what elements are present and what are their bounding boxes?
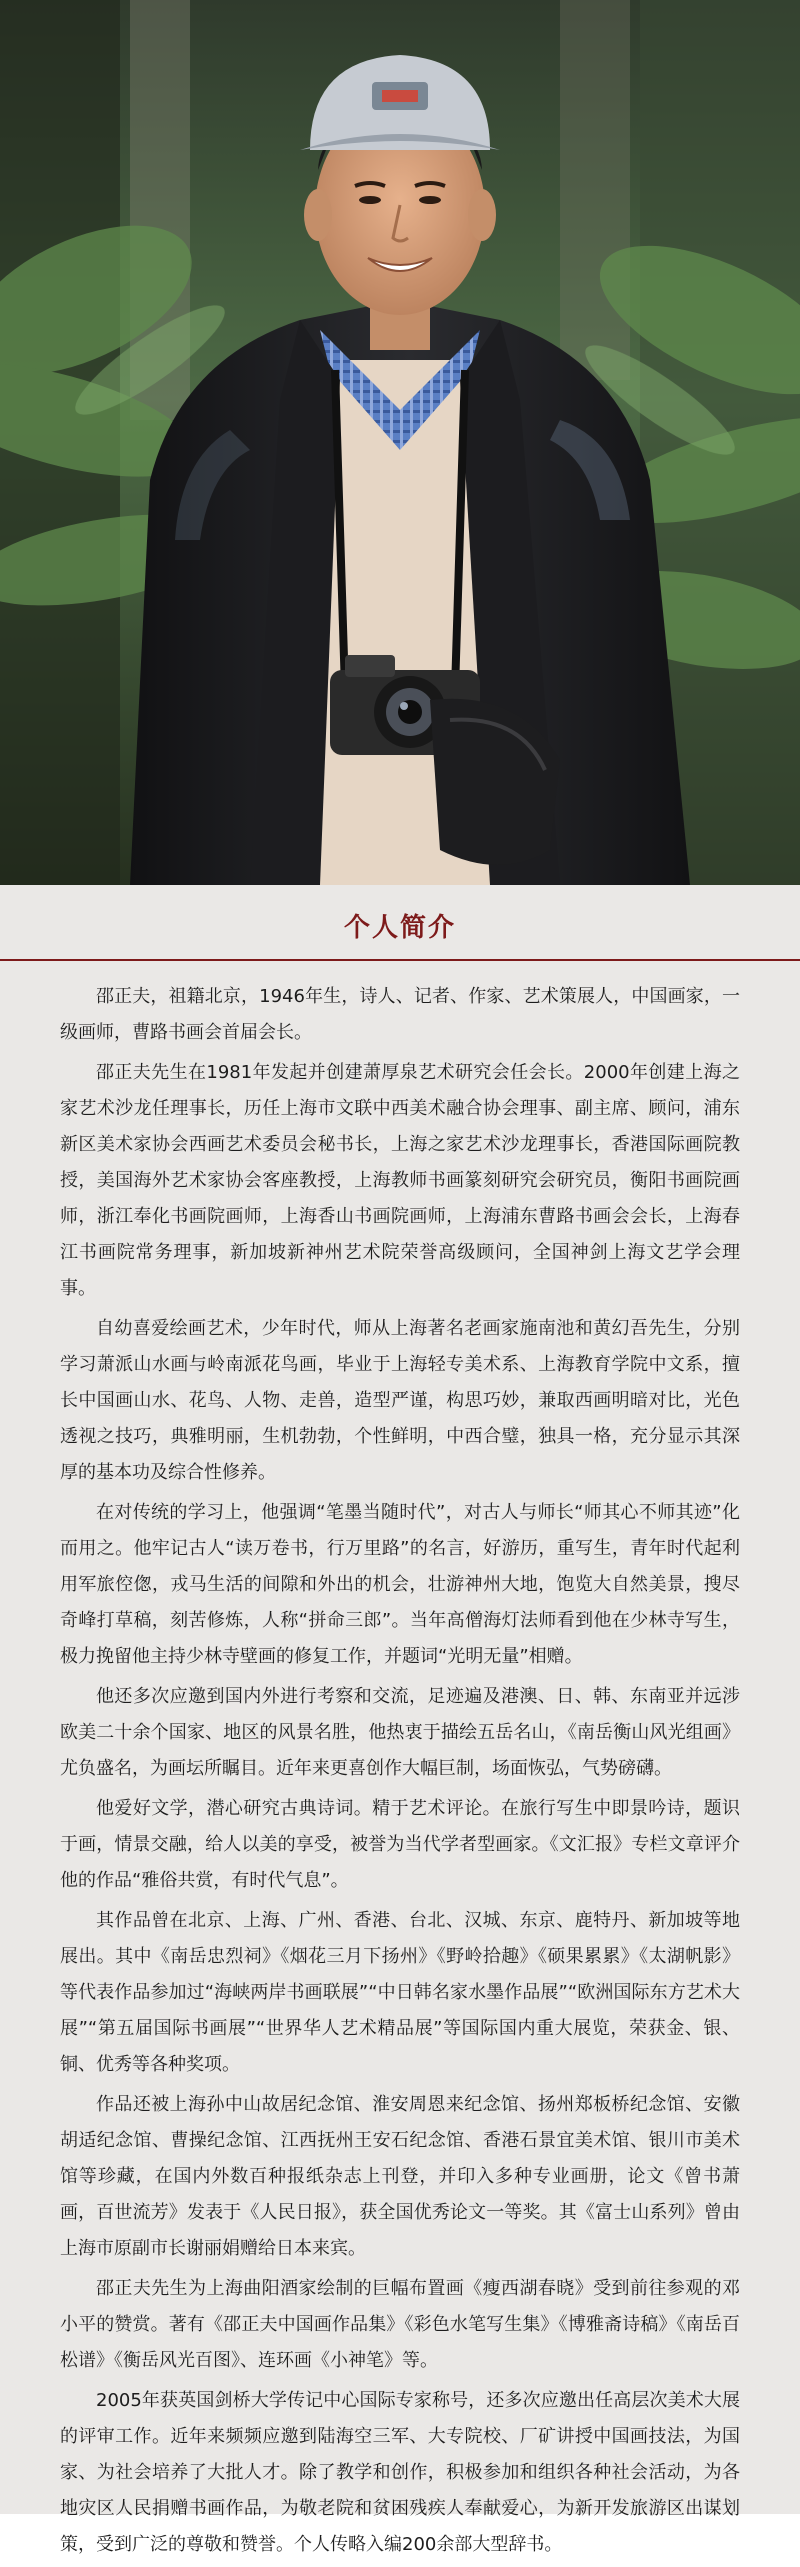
bio-paragraph: 2005年获英国剑桥大学传记中心国际专家称号，还多次应邀出任高层次美术大展的评审工作。近年来频频应邀到陆海空三军、大专院校、厂矿讲授中国画技法，为国家、为社会培养了大批人才。除了教学和创作，积极参加和组织各种社会活动，为各地灾区人民捐赠书画作品，为敬老院和贫困残疾人奉献爱心，为新开发旅游区出谋划策，受到广泛的尊敬和赞誉。个人传略入编200余部大型辞书。 [60, 2390, 740, 2555]
bio-paragraph: 在对传统的学习上，他强调“笔墨当随时代”，对古人与师长“师其心不师其迹”化而用之。他牢记古人“读万卷书，行万里路”的名言，好游历，重写生，青年时代起利用军旅倥偬，戎马生活的间隙和外出的机会，壮游神州大地，饱览大自然美景，搜尽奇峰打草稿，刻苦修炼，人称“拼命三郎”。当年高僧海灯法师看到他在少林寺写生，极力挽留他主持少林寺壁画的修复工作，并题词“光明无量”相赠。 [60, 1502, 740, 1667]
bio-paragraph: 他爱好文学，潜心研究古典诗词。精于艺术评论。在旅行写生中即景吟诗，题识于画，情景交融，给人以美的享受，被誉为当代学者型画家。《文汇报》专栏文章评介他的作品“雅俗共赏，有时代气息”。 [60, 1798, 740, 1891]
bio-paragraph: 他还多次应邀到国内外进行考察和交流，足迹遍及港澳、日、韩、东南亚并远涉欧美二十余个国家、地区的风景名胜，他热衷于描绘五岳名山，《南岳衡山风光组画》尤负盛名，为画坛所瞩目。近年来更喜创作大幅巨制，场面恢弘，气势磅礴。 [60, 1686, 740, 1779]
bio-paragraph: 邵正夫，祖籍北京，1946年生，诗人、记者、作家、艺术策展人，中国画家，一级画师，曹路书画会首届会长。 [60, 986, 740, 1043]
bio-paragraph: 邵正夫先生为上海曲阳酒家绘制的巨幅布置画《瘦西湖春晓》受到前往参观的邓小平的赞赏。著有《邵正夫中国画作品集》《彩色水笔写生集》《博雅斋诗稿》《南岳百松谱》《衡岳风光百图》、连环画《小神笔》等。 [60, 2278, 740, 2371]
bio-paragraph: 作品还被上海孙中山故居纪念馆、淮安周恩来纪念馆、扬州郑板桥纪念馆、安徽胡适纪念馆、曹操纪念馆、江西抚州王安石纪念馆、香港石景宜美术馆、银川市美术馆等珍藏，在国内外数百种报纸杂志上刊登，并印入多种专业画册，论文《曾书萧画，百世流芳》发表于《人民日报》，获全国优秀论文一等奖。其《富士山系列》曾由上海市原副市长谢丽娟赠给日本来宾。 [60, 2094, 740, 2259]
bio-section [0, 885, 800, 2555]
bio-paragraph: 邵正夫先生在1981年发起并创建萧厚泉艺术研究会任会长。2000年创建上海之家艺术沙龙任理事长，历任上海市文联中西美术融合协会理事、副主席、顾问，浦东新区美术家协会西画艺术委员会秘书长，上海之家艺术沙龙理事长，香港国际画院教授，美国海外艺术家协会客座教授，上海教师书画篆刻研究会研究员，衡阳书画院画师，浙江奉化书画院画师，上海香山书画院画师，上海浦东曹路书画会会长，上海春江书画院常务理事，新加坡新神州艺术院荣誉高级顾问，全国神剑上海文艺学会理事。 [60, 1062, 740, 1299]
bio-paragraph: 其作品曾在北京、上海、广州、香港、台北、汉城、东京、鹿特丹、新加坡等地展出。其中《南岳忠烈祠》《烟花三月下扬州》《野岭拾趣》《硕果累累》《太湖帆影》等代表作品参加过“海峡两岸书画联展”“中日韩名家水墨作品展”“欧洲国际东方艺术大展”“第五届国际书画展”“世界华人艺术精品展”等国际国内重大展览，荣获金、银、铜、优秀等各种奖项。 [60, 1910, 740, 2075]
portrait-photo [0, 0, 800, 885]
title-divider [0, 959, 800, 961]
bio-body [60, 979, 740, 2567]
bio-title: 个人简介 [343, 913, 456, 943]
bio-paragraph: 自幼喜爱绘画艺术，少年时代，师从上海著名老画家施南池和黄幻吾先生，分别学习萧派山水画与岭南派花鸟画，毕业于上海轻专美术系、上海教育学院中文系，擅长中国画山水、花鸟、人物、走兽，造型严谨，构思巧妙，兼取西画明暗对比，光色透视之技巧，典雅明丽，生机勃勃，个性鲜明，中西合璧，独具一格，充分显示其深厚的基本功及综合性修养。 [60, 1318, 740, 1483]
